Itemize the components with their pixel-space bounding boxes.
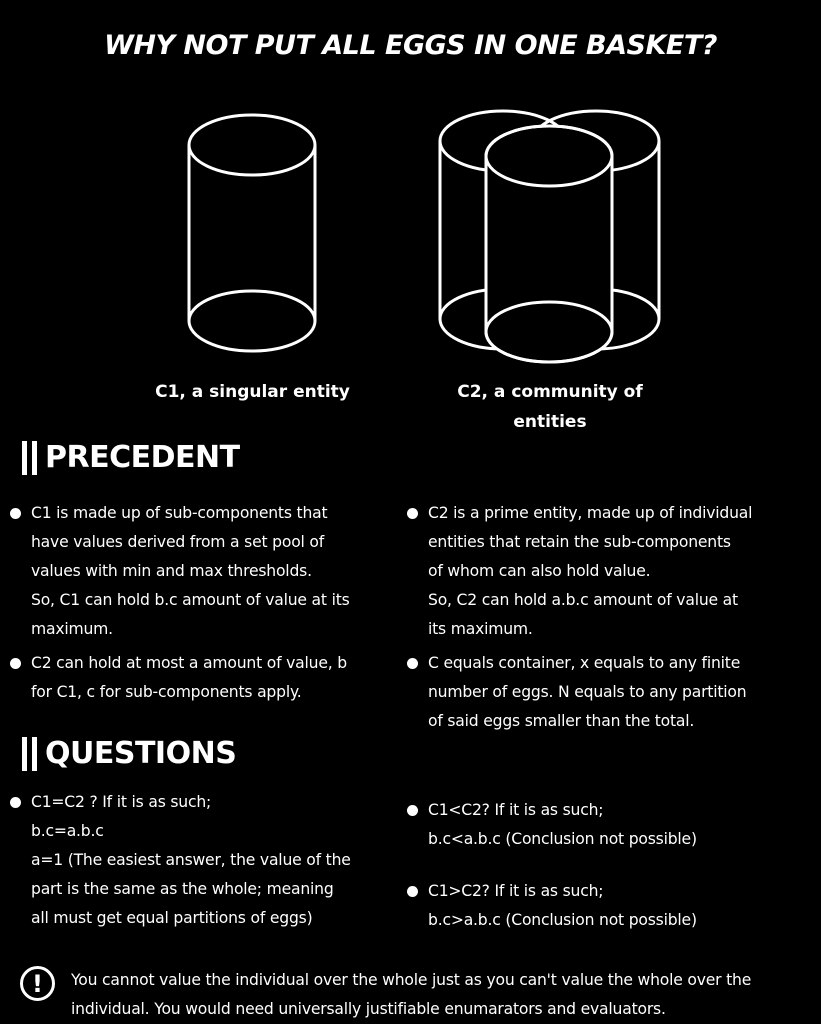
heading-bar	[22, 737, 27, 771]
bullet-line: b.c=a.b.c	[31, 822, 104, 840]
bullet-dot-icon	[407, 658, 418, 669]
bullet-dot-icon	[407, 886, 418, 897]
c2-caption-line: C2, a community of	[457, 382, 643, 402]
bullet-line: b.c<a.b.c (Conclusion not possible)	[428, 830, 697, 848]
bullet-line: C1<C2? If it is as such;	[428, 801, 604, 819]
bullet-line: C equals container, x equals to any finite	[428, 654, 741, 672]
bullet-line: C2 can hold at most a amount of value, b	[31, 654, 347, 672]
bullet-line: b.c>a.b.c (Conclusion not possible)	[428, 911, 697, 929]
bullet-line: part is the same as the whole; meaning	[31, 880, 334, 898]
bullet-dot-icon	[10, 797, 21, 808]
exclamation-symbol: !	[32, 969, 43, 998]
c2-caption-line: entities	[513, 412, 587, 432]
precedent-item-3	[31, 649, 347, 707]
bullet-dot-icon	[407, 508, 418, 519]
c2-cylinders-icon	[438, 104, 663, 366]
bullet-line: C1 is made up of sub-components that	[31, 504, 328, 522]
bullet-line: So, C2 can hold a.b.c amount of value at	[428, 591, 738, 609]
bullet-line: number of eggs. N equals to any partition	[428, 683, 747, 701]
note-line: You cannot value the individual over the whole just as you can't value the whole over the	[71, 971, 752, 989]
precedent-item-4	[428, 649, 746, 736]
bullet-line: a=1 (The easiest answer, the value of the	[31, 851, 351, 869]
bullet-line: of said eggs smaller than the total.	[428, 712, 695, 730]
question-item-2	[428, 796, 697, 854]
precedent-item-1	[31, 499, 350, 644]
bullet-line: C2 is a prime entity, made up of individual	[428, 504, 753, 522]
bullet-dot-icon	[10, 508, 21, 519]
note-text	[71, 966, 751, 1024]
question-item-1	[31, 788, 351, 933]
precedent-item-2	[428, 499, 752, 644]
question-item-3	[428, 877, 697, 935]
note-line: individual. You would need universally justifiable enumarators and evaluators.	[71, 1000, 666, 1018]
c1-cylinder-icon	[185, 112, 320, 354]
bullet-dot-icon	[10, 658, 21, 669]
bullet-line: for C1, c for sub-components apply.	[31, 683, 302, 701]
c1-caption: C1, a singular entity	[155, 382, 350, 402]
bullet-line: C1=C2 ? If it is as such;	[31, 793, 212, 811]
exclamation-icon	[20, 966, 55, 1001]
heading-bar	[32, 441, 37, 475]
bullet-line: maximum.	[31, 620, 113, 638]
questions-heading-label: QUESTIONS	[45, 736, 237, 771]
bullet-line: all must get equal partitions of eggs)	[31, 909, 313, 927]
heading-bar	[32, 737, 37, 771]
precedent-heading	[22, 440, 240, 475]
c2-caption	[430, 377, 670, 437]
bullet-line: of whom can also hold value.	[428, 562, 651, 580]
page-title: WHY NOT PUT ALL EGGS IN ONE BASKET?	[104, 30, 717, 61]
precedent-heading-label: PRECEDENT	[45, 440, 240, 475]
bullet-line: values with min and max thresholds.	[31, 562, 312, 580]
bullet-dot-icon	[407, 805, 418, 816]
bullet-line: C1>C2? If it is as such;	[428, 882, 604, 900]
bullet-line: So, C1 can hold b.c amount of value at its	[31, 591, 350, 609]
heading-bar	[22, 441, 27, 475]
bullet-line: entities that retain the sub-components	[428, 533, 731, 551]
questions-heading	[22, 736, 236, 771]
bullet-line: its maximum.	[428, 620, 533, 638]
bullet-line: have values derived from a set pool of	[31, 533, 325, 551]
